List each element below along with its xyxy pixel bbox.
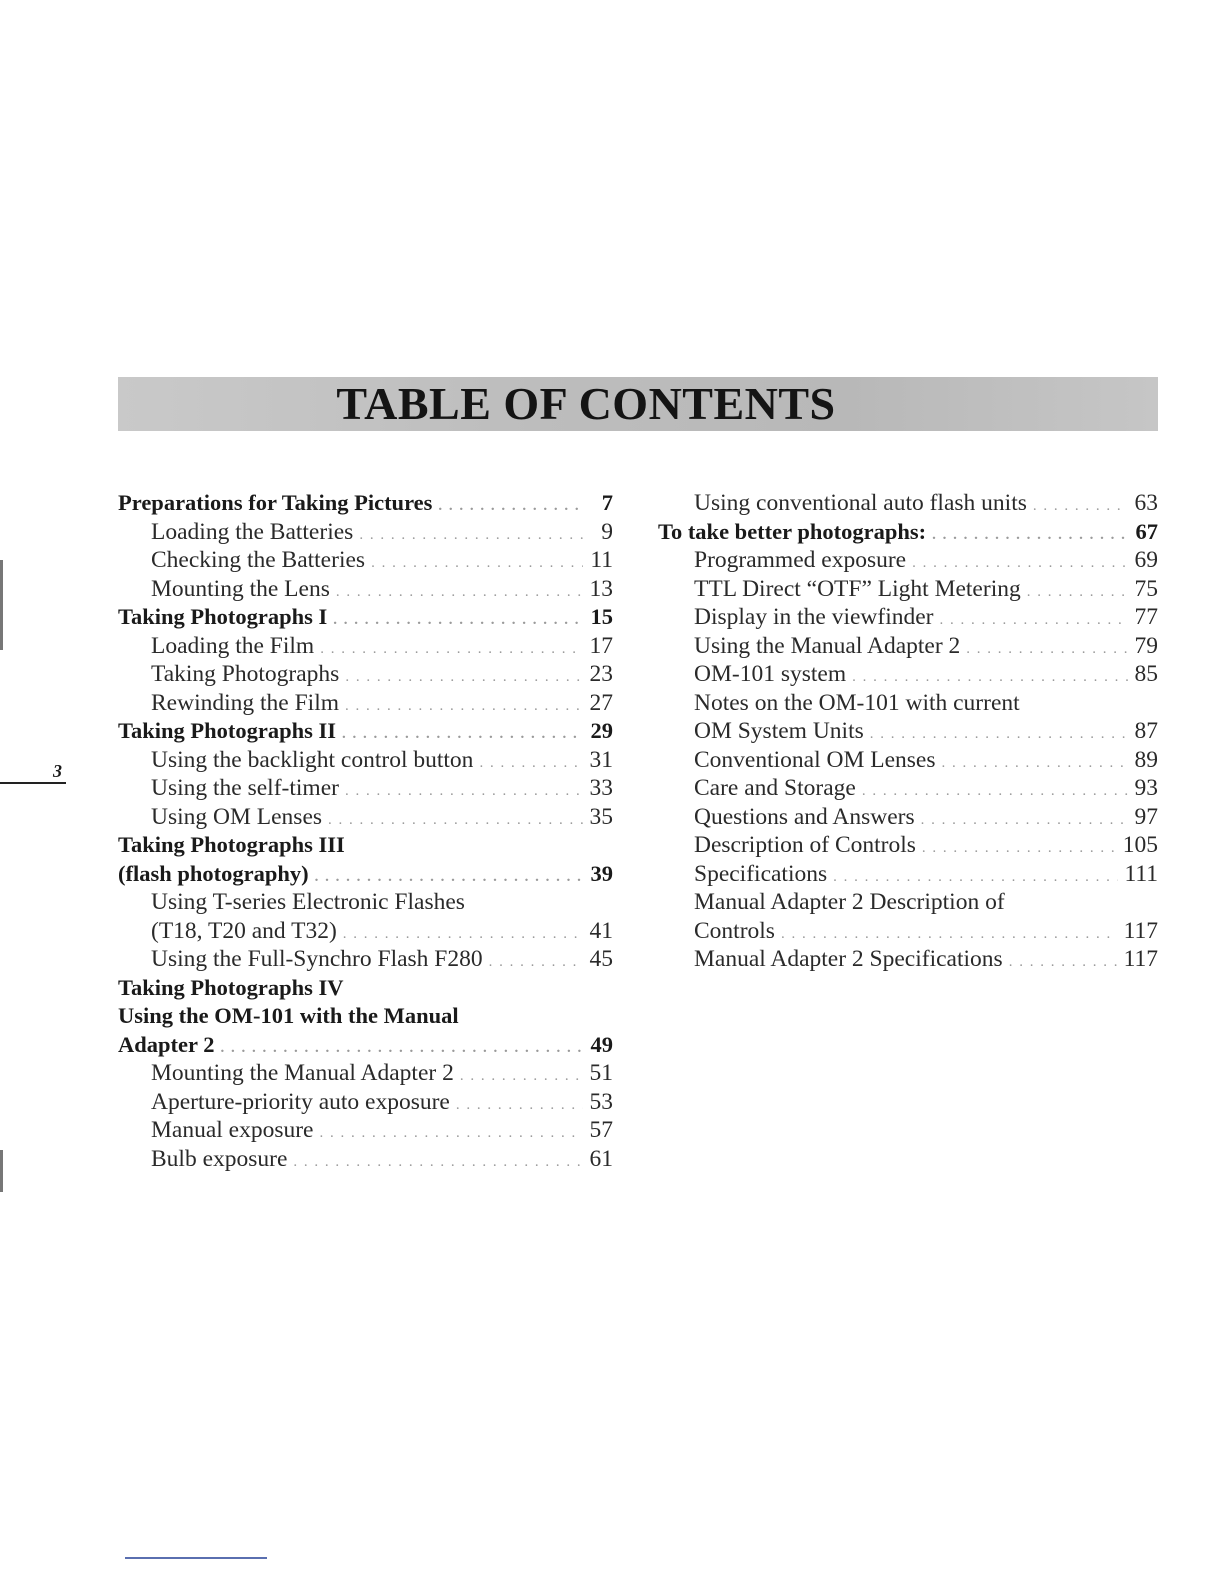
toc-entry[interactable] xyxy=(118,1146,613,1175)
toc-entry-title: Preparations for Taking Pictures xyxy=(118,490,433,515)
dot-leader xyxy=(359,527,583,544)
toc-entry-title: Manual Adapter 2 Specifications xyxy=(694,946,1003,972)
toc-entry[interactable] xyxy=(658,604,1158,633)
toc-entry-title: Aperture-priority auto exposure xyxy=(151,1088,450,1115)
toc-entry[interactable] xyxy=(118,576,613,605)
toc-entry[interactable] xyxy=(658,519,1158,548)
toc-entry-page: 49 xyxy=(590,1031,613,1057)
dot-leader xyxy=(1027,584,1128,601)
toc-entry-title: Using the OM-101 with the Manual xyxy=(118,1003,459,1028)
toc-entry-title: Care and Storage xyxy=(694,775,856,801)
toc-entry-title: Using OM Lenses xyxy=(151,803,323,830)
dot-leader xyxy=(293,1154,583,1171)
toc-entry[interactable] xyxy=(658,576,1158,605)
toc-entry-page: 13 xyxy=(589,575,613,602)
toc-entry[interactable] xyxy=(658,832,1158,861)
toc-entry-page: 7 xyxy=(601,490,613,515)
toc-entry[interactable] xyxy=(658,718,1158,747)
toc-entry-title: Using the Full-Synchro Flash F280 xyxy=(151,946,483,972)
toc-entry[interactable] xyxy=(118,1032,613,1061)
dot-leader xyxy=(345,698,583,715)
toc-entry[interactable] xyxy=(658,804,1158,833)
toc-entry-page: 117 xyxy=(1123,946,1158,972)
toc-entry[interactable] xyxy=(118,975,613,1004)
toc-entry[interactable] xyxy=(658,775,1158,804)
toc-entry[interactable] xyxy=(118,832,613,861)
toc-entry[interactable] xyxy=(658,547,1158,576)
toc-entry-page: 23 xyxy=(589,661,613,687)
toc-entry[interactable] xyxy=(118,1060,613,1089)
toc-entry-title: TTL Direct “OTF” Light Metering xyxy=(694,575,1021,602)
toc-entry[interactable] xyxy=(118,861,613,890)
toc-entry[interactable] xyxy=(118,747,613,776)
toc-entry-page: 69 xyxy=(1134,547,1158,573)
dot-leader xyxy=(336,584,583,601)
toc-entry-page: 29 xyxy=(590,718,613,743)
toc-entry[interactable] xyxy=(658,747,1158,776)
toc-entry-page: 117 xyxy=(1123,917,1158,944)
toc-entry-page: 79 xyxy=(1134,632,1158,659)
toc-entry-page: 31 xyxy=(589,746,613,773)
page-title: TABLE OF CONTENTS xyxy=(336,378,836,429)
dot-leader xyxy=(342,726,583,743)
toc-entry[interactable] xyxy=(658,946,1158,975)
dot-leader xyxy=(333,612,583,629)
page-number: 3 xyxy=(53,761,62,781)
toc-entry-page: 11 xyxy=(590,547,613,573)
toc-entry-title: Display in the viewfinder xyxy=(694,604,934,630)
dot-leader xyxy=(966,641,1128,658)
toc-entry-title: Conventional OM Lenses xyxy=(694,746,936,773)
toc-entry-page: 105 xyxy=(1122,832,1158,858)
toc-entry-page: 17 xyxy=(589,632,613,659)
scan-edge-mark xyxy=(0,1150,3,1192)
dot-leader xyxy=(320,641,583,658)
dot-leader xyxy=(489,954,583,971)
dot-leader xyxy=(940,612,1128,629)
toc-entry[interactable] xyxy=(658,633,1158,662)
dot-leader xyxy=(345,669,583,686)
toc-entry-title: Manual exposure xyxy=(151,1117,314,1143)
toc-entry[interactable] xyxy=(658,918,1158,947)
toc-entry-page: 97 xyxy=(1134,803,1158,830)
toc-entry-title: Programmed exposure xyxy=(694,547,907,573)
toc-entry-page: 45 xyxy=(589,946,613,972)
toc-entry[interactable] xyxy=(118,889,613,918)
dot-leader xyxy=(1009,954,1118,971)
toc-entry-page: 63 xyxy=(1134,490,1158,516)
toc-entry-page: 93 xyxy=(1134,775,1158,801)
toc-entry[interactable] xyxy=(118,804,613,833)
dot-leader xyxy=(921,812,1128,829)
toc-entry[interactable] xyxy=(118,490,613,519)
toc-entry-title: Loading the Batteries xyxy=(151,518,354,545)
toc-entry-page: 51 xyxy=(589,1060,613,1086)
toc-entry-page: 39 xyxy=(590,860,613,886)
dot-leader xyxy=(328,812,583,829)
toc-entry-page: 87 xyxy=(1134,718,1158,744)
toc-entry-title: Mounting the Lens xyxy=(151,575,330,602)
toc-entry-title: OM System Units xyxy=(694,718,864,744)
toc-entry-page: 111 xyxy=(1124,860,1158,887)
footer-rule xyxy=(125,1557,267,1559)
toc-entry-title: (flash photography) xyxy=(118,860,309,886)
toc-entry-title: Taking Photographs I xyxy=(118,604,328,629)
dot-leader xyxy=(479,755,583,772)
toc-entry[interactable] xyxy=(118,661,613,690)
toc-entry[interactable] xyxy=(118,519,613,548)
toc-entry-title: Taking Photographs IV xyxy=(118,974,344,1000)
scan-edge-mark xyxy=(0,560,3,650)
dot-leader xyxy=(371,555,583,572)
toc-entry[interactable] xyxy=(118,718,613,747)
dot-leader xyxy=(345,783,583,800)
toc-entry-title: Adapter 2 xyxy=(118,1031,215,1057)
toc-entry[interactable] xyxy=(118,946,613,975)
toc-entry-page: 77 xyxy=(1134,604,1158,630)
dot-leader xyxy=(942,755,1129,772)
dot-leader xyxy=(1033,498,1128,515)
toc-entry-title: Description of Controls xyxy=(694,832,916,858)
toc-entry[interactable] xyxy=(118,633,613,662)
dot-leader xyxy=(781,926,1118,943)
toc-entry[interactable] xyxy=(658,690,1158,719)
toc-entry-title: Taking Photographs III xyxy=(118,832,345,857)
toc-entry-title: Notes on the OM-101 with current xyxy=(694,689,1020,716)
toc-entry-page: 57 xyxy=(589,1117,613,1143)
toc-entry-page: 85 xyxy=(1134,661,1158,687)
toc-entry[interactable] xyxy=(118,547,613,576)
dot-leader xyxy=(220,1040,583,1057)
toc-entry[interactable] xyxy=(118,1117,613,1146)
toc-entry-title: Rewinding the Film xyxy=(151,689,339,716)
dot-leader xyxy=(833,869,1118,886)
toc-entry-title: To take better photographs: xyxy=(658,518,927,544)
toc-entry[interactable] xyxy=(118,1003,613,1032)
toc-entry-title: Taking Photographs xyxy=(151,661,340,687)
toc-entry-title: Taking Photographs II xyxy=(118,718,337,743)
toc-left-column xyxy=(118,490,613,1174)
toc-entry-title: Using conventional auto flash units xyxy=(694,490,1027,516)
toc-entry[interactable] xyxy=(118,604,613,633)
toc-entry-title: Questions and Answers xyxy=(694,803,915,830)
dot-leader xyxy=(912,555,1128,572)
toc-entry-title: OM-101 system xyxy=(694,661,847,687)
toc-entry-page: 33 xyxy=(589,775,613,801)
toc-entry[interactable] xyxy=(658,889,1158,918)
toc-entry[interactable] xyxy=(118,1089,613,1118)
toc-entry[interactable] xyxy=(658,490,1158,519)
toc-entry-page: 41 xyxy=(589,917,613,944)
toc-entry-page: 89 xyxy=(1134,746,1158,773)
dot-leader xyxy=(932,527,1128,544)
dot-leader xyxy=(343,926,583,943)
toc-entry[interactable] xyxy=(118,775,613,804)
dot-leader xyxy=(456,1097,583,1114)
toc-entry-page: 67 xyxy=(1135,518,1158,544)
title-banner xyxy=(118,377,1158,431)
toc-entry-title: Checking the Batteries xyxy=(151,547,366,573)
toc-entry-title: (T18, T20 and T32) xyxy=(151,917,337,944)
toc-entry-title: Loading the Film xyxy=(151,632,315,659)
toc-entry-page: 15 xyxy=(590,604,613,629)
toc-entry[interactable] xyxy=(658,861,1158,890)
toc-entry-page: 27 xyxy=(589,689,613,716)
dot-leader xyxy=(862,783,1128,800)
toc-entry-title: Manual Adapter 2 Description of xyxy=(694,889,1005,915)
toc-entry-title: Using the Manual Adapter 2 xyxy=(694,632,961,659)
toc-entry-page: 53 xyxy=(589,1088,613,1115)
toc-entry-title: Specifications xyxy=(694,860,828,887)
toc-entry[interactable] xyxy=(658,661,1158,690)
dot-leader xyxy=(870,726,1128,743)
toc-entry-title: Using the backlight control button xyxy=(151,746,474,773)
toc-entry-title: Controls xyxy=(694,917,775,944)
toc-entry-page: 9 xyxy=(601,518,613,545)
dot-leader xyxy=(460,1068,583,1085)
toc-entry[interactable] xyxy=(118,918,613,947)
toc-entry-title: Using T-series Electronic Flashes xyxy=(151,889,465,915)
toc-entry-title: Mounting the Manual Adapter 2 xyxy=(151,1060,454,1086)
toc-right-column xyxy=(658,490,1158,975)
toc-entry-page: 75 xyxy=(1134,575,1158,602)
toc-entry-page: 35 xyxy=(589,803,613,830)
toc-entry[interactable] xyxy=(118,690,613,719)
toc-entry-title: Using the self-timer xyxy=(151,775,339,801)
toc-entry-page: 61 xyxy=(589,1145,613,1172)
dot-leader xyxy=(315,869,583,886)
dot-leader xyxy=(852,669,1128,686)
page-number-marker xyxy=(0,762,66,784)
dot-leader xyxy=(438,498,583,515)
dot-leader xyxy=(320,1125,584,1142)
toc-entry-title: Bulb exposure xyxy=(151,1145,288,1172)
dot-leader xyxy=(922,840,1117,857)
